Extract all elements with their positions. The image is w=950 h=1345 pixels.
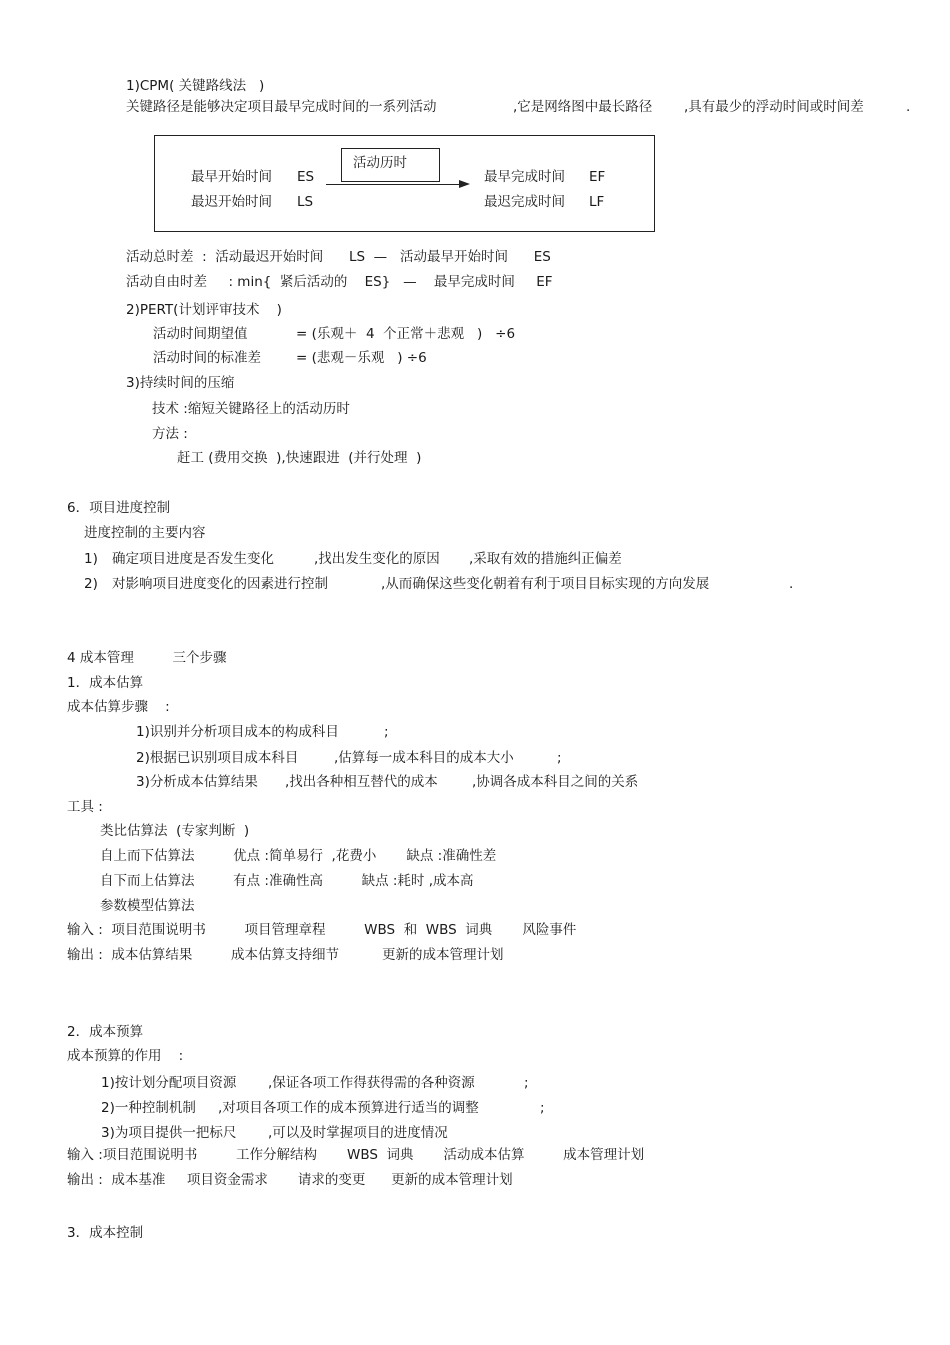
budget-role1-part2: ,保证各项工作得获得需的各种资源 (268, 1075, 475, 1091)
estimate-tool-top-down: 自上而下估算法 优点 :简单易行 ,花费小 缺点 :准确性差 (100, 848, 497, 864)
pert-std-formula: = (悲观－乐观 ) ÷6 (296, 350, 427, 366)
budget-inputs: 输入 :项目范围说明书 工作分解结构 WBS 词典 活动成本估算 成本管理计划 (67, 1147, 645, 1163)
total-float-formula: 活动总时差 : 活动最迟开始时间 LS — 活动最早开始时间 ES (126, 249, 551, 265)
activity-arrow-head (459, 180, 470, 188)
cpm-desc-part3: ,具有最少的浮动时间或时间差 (684, 99, 864, 115)
estimate-inputs: 输入 : 项目范围说明书 项目管理章程 WBS 和 WBS 词典 风险事件 (67, 922, 577, 938)
compress-detail: 赶工 (费用交换 ),快速跟进 (并行处理 ) (177, 450, 422, 466)
es-label: 最早开始时间 (191, 169, 272, 185)
cost-budget-role-label: 成本预算的作用 : (67, 1048, 184, 1064)
schedule-item2-period: . (789, 576, 794, 592)
pert-expected-label: 活动时间期望值 (153, 326, 248, 342)
schedule-item1-num: 1) (84, 551, 98, 567)
schedule-item2-part1: 对影响项目进度变化的因素进行控制 (112, 576, 328, 592)
pert-heading: 2)PERT(计划评审技术 ) (126, 302, 282, 318)
es-code: ES (297, 169, 315, 185)
estimate-step3-part3: ,协调各成本科目之间的关系 (472, 774, 639, 790)
pert-std-label: 活动时间的标准差 (153, 350, 261, 366)
schedule-item1-part2: ,找出发生变化的原因 (314, 551, 440, 567)
estimate-outputs: 输出 : 成本估算结果 成本估算支持细节 更新的成本管理计划 (67, 947, 504, 963)
cpm-desc-period: . (906, 99, 911, 115)
cost-estimate-heading: 1．成本估算 (67, 675, 144, 691)
estimate-step2-part1: 2)根据已识别项目成本科目 (136, 750, 299, 766)
budget-role1-part1: 1)按计划分配项目资源 (101, 1075, 237, 1091)
cost-estimate-steps-label: 成本估算步骤 : (67, 699, 170, 715)
cpm-desc-part2: ,它是网络图中最长路径 (513, 99, 653, 115)
schedule-control-heading: 6．项目进度控制 (67, 500, 171, 516)
estimate-tool-analogous: 类比估算法 (专家判断 ) (100, 823, 250, 839)
estimate-tool-parametric: 参数模型估算法 (100, 898, 195, 914)
cost-budget-heading: 2．成本预算 (67, 1024, 144, 1040)
ls-code: LS (297, 194, 314, 210)
activity-duration-label: 活动历时 (353, 155, 407, 171)
cost-control-heading: 3．成本控制 (67, 1225, 144, 1241)
schedule-item1-part1: 确定项目进度是否发生变化 (112, 551, 274, 567)
estimate-tools-label: 工具 : (67, 799, 103, 815)
ls-label: 最迟开始时间 (191, 194, 272, 210)
estimate-step3-part2: ,找出各种相互替代的成本 (285, 774, 438, 790)
budget-role2-part1: 2)一种控制机制 (101, 1100, 196, 1116)
budget-role2-part2: ,对项目各项工作的成本预算进行适当的调整 (218, 1100, 479, 1116)
schedule-item2-part2: ,从而确保这些变化朝着有利于项目目标实现的方向发展 (381, 576, 710, 592)
lf-code: LF (589, 194, 605, 210)
ef-label: 最早完成时间 (484, 169, 565, 185)
budget-role3-part2: ,可以及时掌握项目的进度情况 (268, 1125, 448, 1141)
estimate-step1-part2: ; (384, 724, 389, 740)
activity-arrow-line (326, 184, 460, 185)
schedule-item1-part3: ,采取有效的措施纠正偏差 (469, 551, 622, 567)
estimate-step2-part3: ; (557, 750, 562, 766)
budget-outputs: 输出 : 成本基准 项目资金需求 请求的变更 更新的成本管理计划 (67, 1172, 513, 1188)
schedule-control-main: 进度控制的主要内容 (84, 525, 206, 541)
budget-role1-part3: ; (524, 1075, 529, 1091)
compress-heading: 3)持续时间的压缩 (126, 375, 235, 391)
estimate-step2-part2: ,估算每一成本科目的成本大小 (334, 750, 514, 766)
cpm-heading: 1)CPM( 关键路线法 ) (126, 78, 265, 94)
compress-tech: 技术 :缩短关键路径上的活动历时 (152, 401, 350, 417)
ef-code: EF (589, 169, 606, 185)
cpm-desc-part1: 关键路径是能够决定项目最早完成时间的一系列活动 (126, 99, 437, 115)
cost-heading: 4 成本管理 三个步骤 (67, 650, 227, 666)
lf-label: 最迟完成时间 (484, 194, 565, 210)
budget-role3-part1: 3)为项目提供一把标尺 (101, 1125, 237, 1141)
estimate-tool-bottom-up: 自下而上估算法 有点 :准确性高 缺点 :耗时 ,成本高 (100, 873, 474, 889)
free-float-formula: 活动自由时差 : min{ 紧后活动的 ES} — 最早完成时间 EF (126, 274, 553, 290)
budget-role2-part3: ; (540, 1100, 545, 1116)
compress-method: 方法 : (152, 426, 188, 442)
schedule-item2-num: 2) (84, 576, 98, 592)
estimate-step3-part1: 3)分析成本估算结果 (136, 774, 258, 790)
pert-expected-formula: = (乐观＋ 4 个正常＋悲观 ) ÷6 (296, 326, 516, 342)
estimate-step1-part1: 1)识别并分析项目成本的构成科目 (136, 724, 339, 740)
